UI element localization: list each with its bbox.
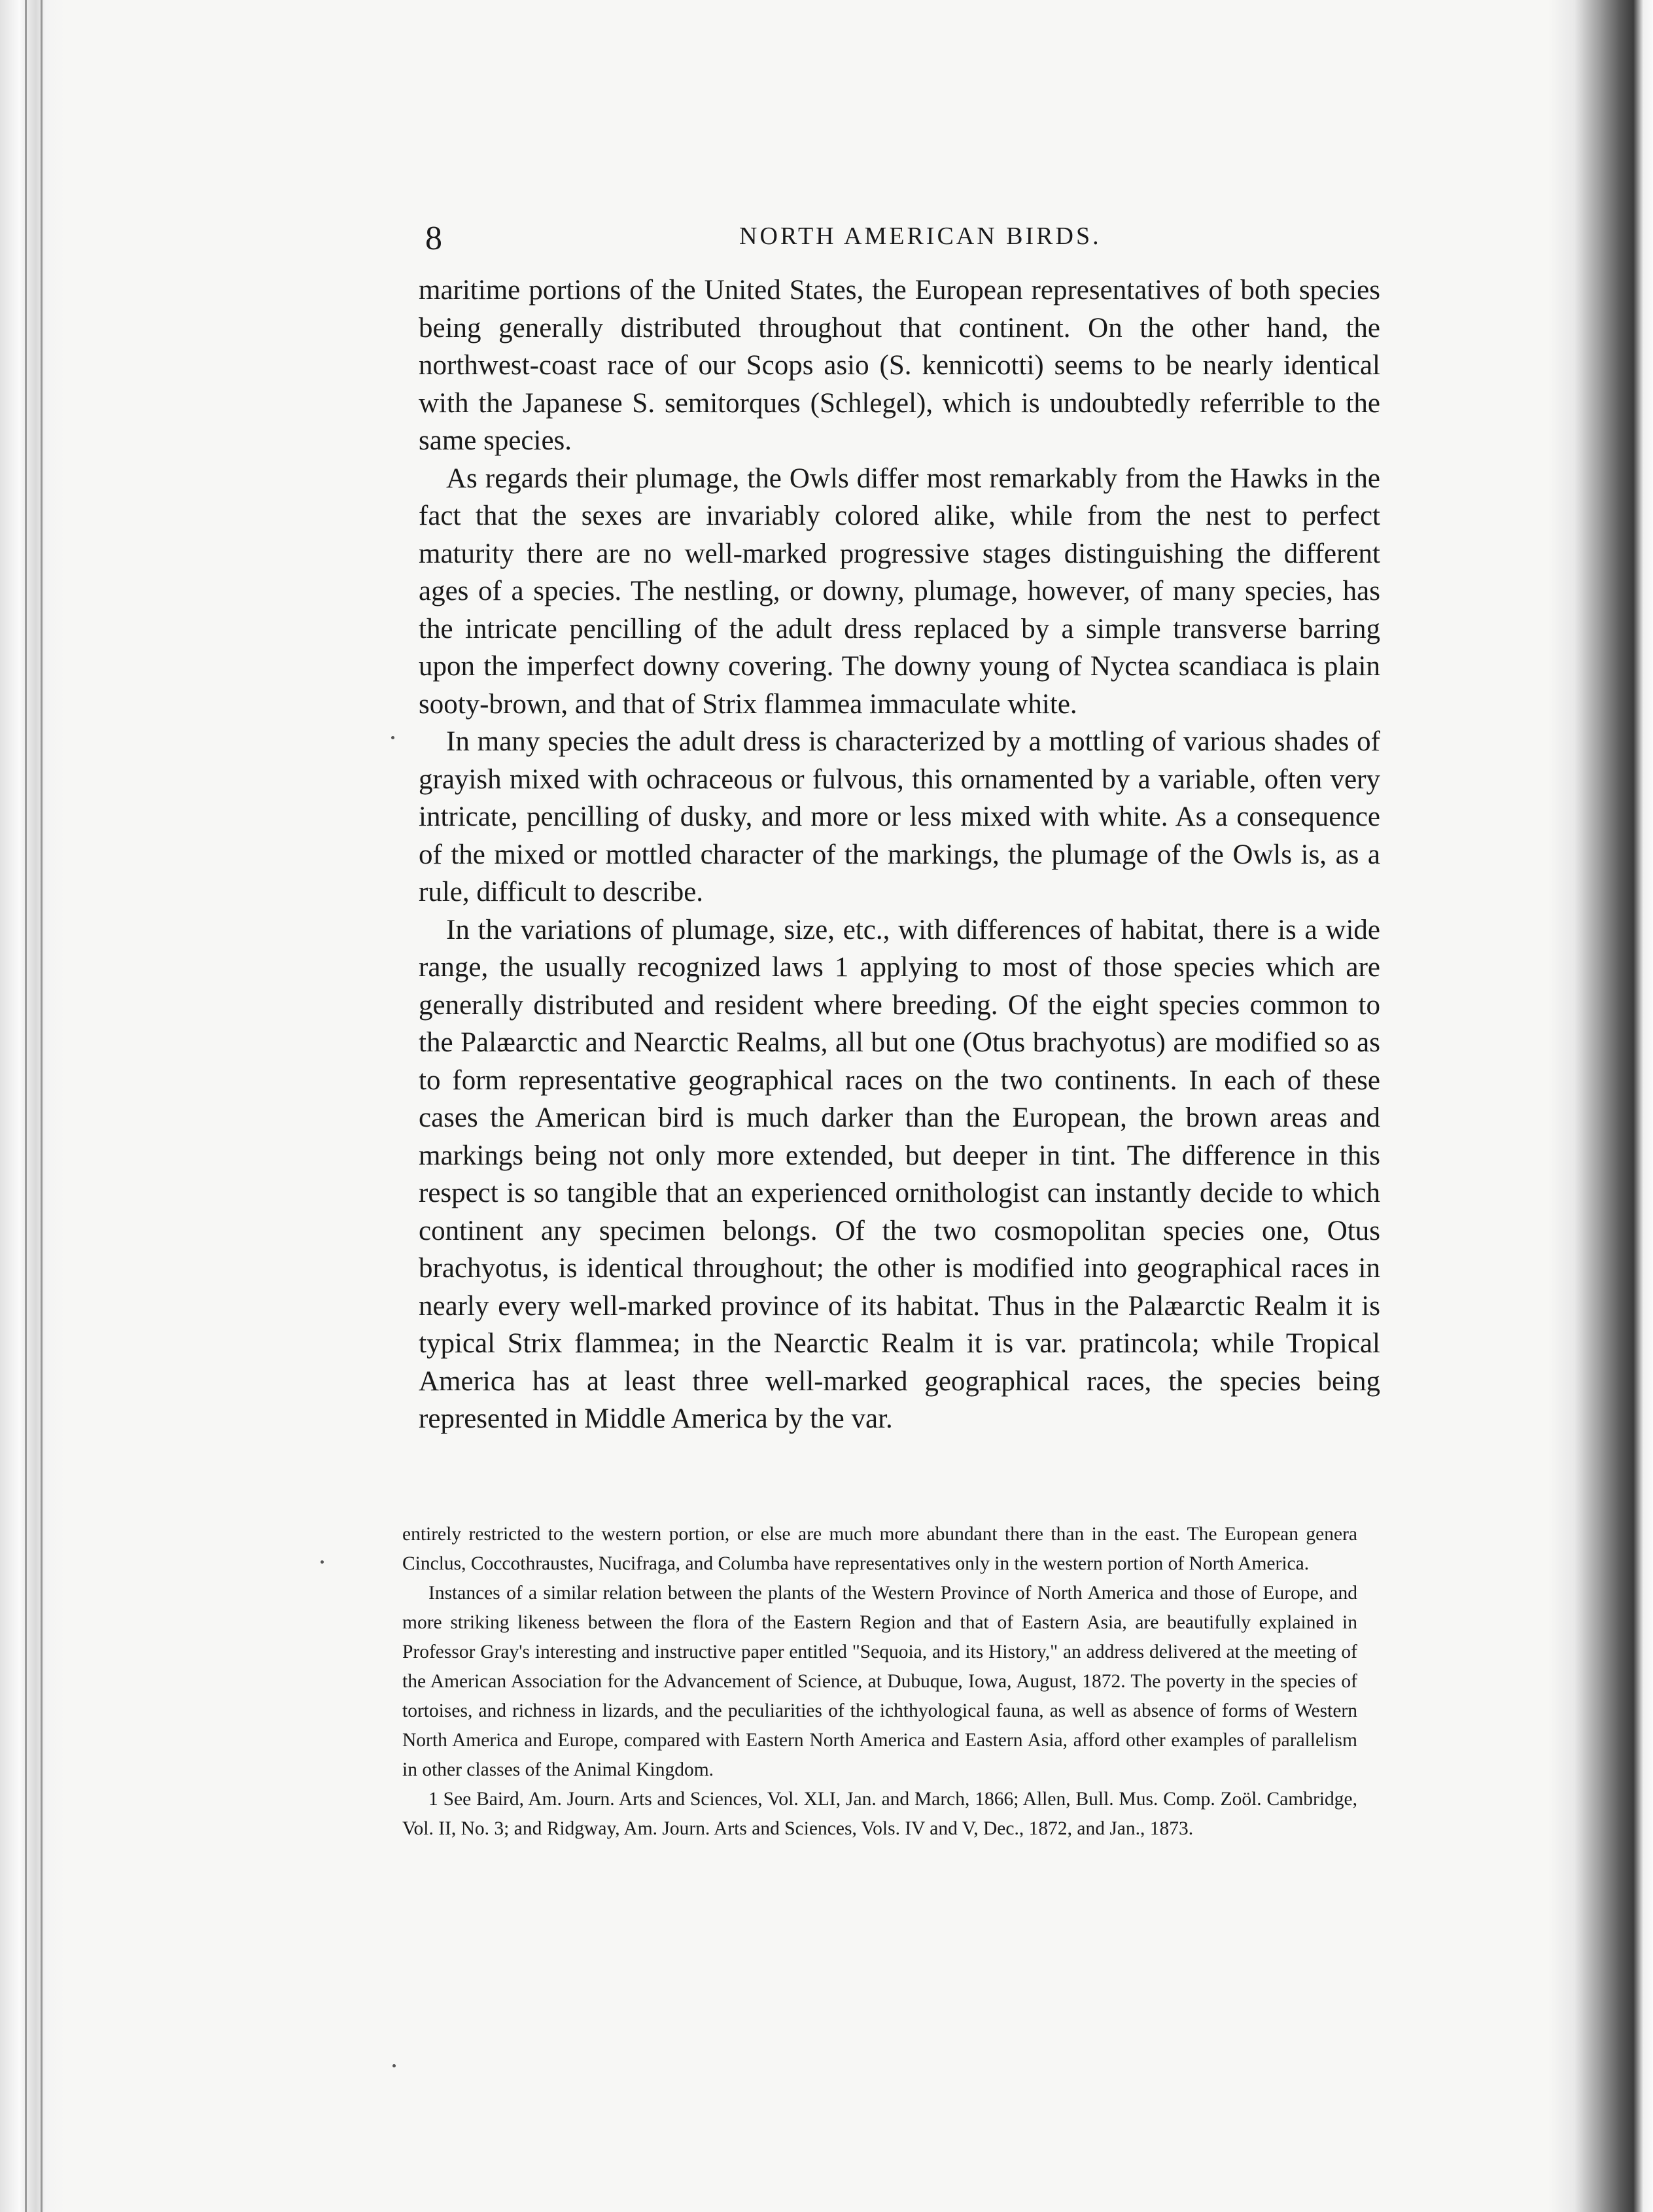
gutter-line [41, 0, 43, 2212]
page-number: 8 [425, 220, 442, 257]
page-header [425, 219, 1339, 265]
main-text [419, 272, 1380, 1438]
footnote: Instances of a similar relation between the plants of the Western Province of North America and those of Europe, and more striking likeness between the flora of the Eastern Region and that of Eastern Asia, are beautifully explained in Professor Gray's interesting and instructive paper entitled "Sequoia, and its History," an address delivered at the meeting of the American Association for the Advancement of Science, at Dubuque, Iowa, August, 1872. The poverty in the species of tortoises, and richness in lizards, and the peculiarities of the ichthyological fauna, as well as absence of forms of Western North America and Europe, compared with Eastern North America and Eastern Asia, afford other examples of parallelism in other classes of the Animal Kingdom. [402, 1583, 1357, 1780]
page-edge-right [1548, 0, 1653, 2212]
book-gutter-left [0, 0, 65, 2212]
paragraph: In many species the adult dress is characterized by a mottling of various shades of grayish mixed with ochraceous or fulvous, this ornamented by a variable, often very intricate, pencilling of dusky, and more or less mixed with white. As a consequence of the mixed or mottled character of the markings, the plumage of the Owls is, as a rule, difficult to describe. [419, 726, 1380, 907]
print-speck [321, 1560, 324, 1564]
paragraph: As regards their plumage, the Owls differ most remarkably from the Hawks in the fact that the sexes are invariably colored alike, while from the nest to perfect maturity there are no well-marked progressive stages distinguishing the different ages of a species. The nestling, or downy, plumage, however, of many species, has the intricate pencilling of the adult dress replaced by a simple transverse barring upon the imperfect downy covering. The downy young of Nyctea scandiaca is plain sooty-brown, and that of Strix flammea immaculate white. [419, 463, 1380, 720]
gutter-line [25, 0, 27, 2212]
paragraph: maritime portions of the United States, the European representatives of both species being generally distributed throughout that continent. On the other hand, the northwest-coast race of our Scops asio (S. kennicotti) seems to be nearly identical with the Japanese S. semitorques (Schlegel), which is undoubtedly referrible to the same species. [419, 275, 1380, 456]
footnote: 1 See Baird, Am. Journ. Arts and Sciences, Vol. XLI, Jan. and March, 1866; Allen, Bull. Mus. Comp. Zoöl. Cambridge, Vol. II, No. 3; and Ridgway, Am. Journ. Arts and Sciences, Vols. IV and V, Dec., 1872, and Jan., 1873. [402, 1789, 1357, 1839]
running-title: NORTH AMERICAN BIRDS. [739, 222, 1102, 250]
footnote: entirely restricted to the western portion, or else are much more abundant there than in the east. The European genera Cinclus, Coccothraustes, Nucifraga, and Columba have representatives only in the western portion of North America. [402, 1524, 1357, 1574]
paragraph: In the variations of plumage, size, etc., with differences of habitat, there is a wide range, the usually recognized laws 1 applying to most of those species which are generally distributed and resident where breeding. Of the eight species common to the Palæarctic and Nearctic Realms, all but one (Otus brachyotus) are modified so as to form representative geographical races on the two continents. In each of these cases the American bird is much darker than the European, the brown areas and markings being not only more extended, but deeper in tint. The difference in this respect is so tangible that an experienced ornithologist can instantly decide to which continent any specimen belongs. Of the two cosmopolitan species one, Otus brachyotus, is identical throughout; the other is modified into geographical races in nearly every well-marked province of its habitat. Thus in the Palæarctic Realm it is typical Strix flammea; in the Nearctic Realm it is var. pratincola; while Tropical America has at least three well-marked geographical races, the species being represented in Middle America by the var. [419, 914, 1380, 1434]
print-speck [391, 736, 394, 739]
print-speck [392, 2064, 396, 2067]
footnotes [402, 1520, 1357, 1844]
